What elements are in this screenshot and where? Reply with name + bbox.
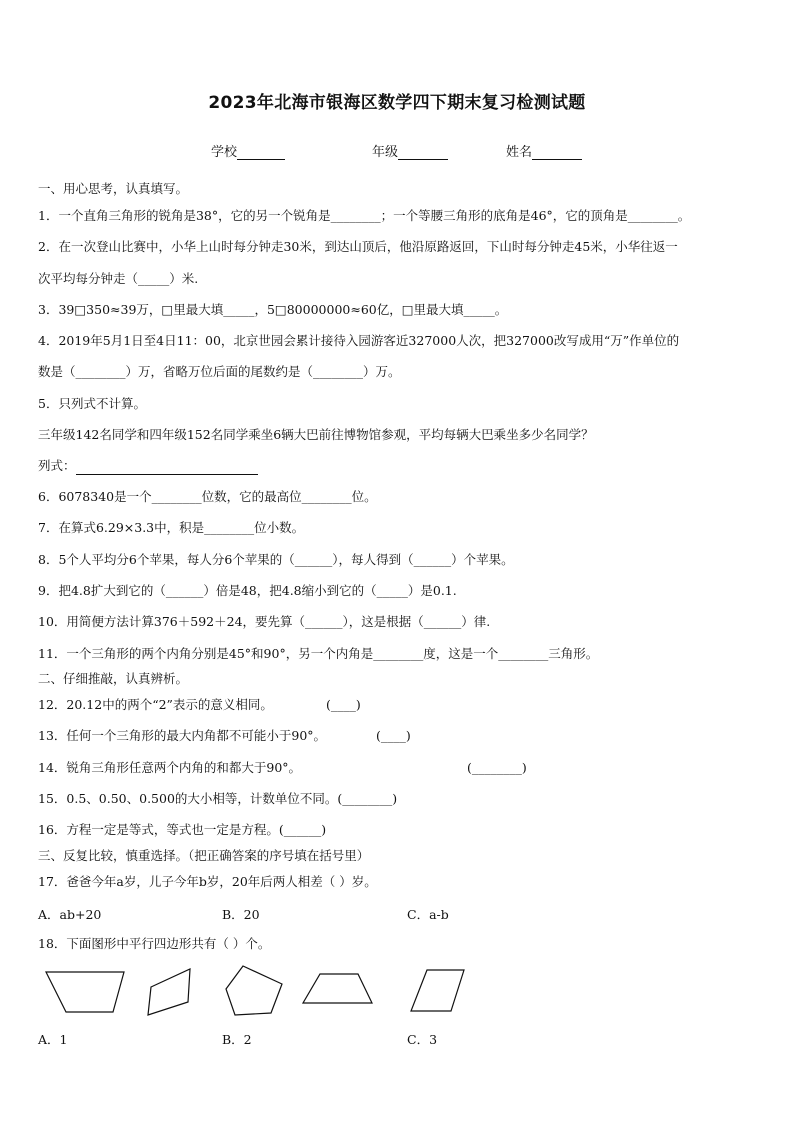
name-label: 姓名: [506, 145, 533, 160]
q18-option-c[interactable]: C．3: [407, 1032, 438, 1047]
question-11: 11．一个三角形的两个内角分别是45°和90°，另一个内角是________度，这是一个________三角形。: [38, 646, 599, 661]
name-blank[interactable]: [532, 159, 582, 160]
grade-field[interactable]: [372, 141, 448, 160]
question-13: 13．任何一个三角形的最大内角都不可能小于90°。: [38, 728, 327, 743]
formula-blank[interactable]: [76, 474, 258, 475]
question-9: 9．把4.8扩大到它的（______）倍是48，把4.8缩小到它的（_____）是0.1.: [38, 583, 457, 598]
q17-option-b[interactable]: B．20: [222, 907, 260, 922]
section-heading-3: 三、反复比较，慎重选择。（把正确答案的序号填在括号里）: [38, 848, 370, 863]
pentagon-shape: [226, 966, 282, 1015]
section-heading-2: 二、仔细推敲，认真辨析。: [38, 671, 189, 686]
question-10: 10．用简便方法计算376＋592＋24，要先算（______），这是根据（______）律.: [38, 614, 491, 629]
parallelogram-shape-2: [411, 970, 464, 1011]
question-5: 5．只列式不计算。: [38, 396, 146, 411]
question-3: 3．39□350≈39万，□里最大填_____，5□80000000≈60亿，□里最大填_____。: [38, 302, 508, 317]
q18-option-b[interactable]: B．2: [222, 1032, 252, 1047]
formula-label: 列式：: [38, 458, 76, 473]
grade-blank[interactable]: [398, 159, 448, 160]
question-4-line-1: 4．2019年5月1日至4日11：00，北京世园会累计接待入园游客近327000人次，把327000改写成用“万”作单位的: [38, 333, 680, 348]
trapezoid-shape-2: [303, 974, 372, 1003]
question-2-line-2: 次平均每分钟走（_____）米.: [38, 271, 199, 286]
question-15: 15．0.5、0.50、0.500的大小相等，计数单位不同。(________): [38, 791, 398, 806]
question-13-answer[interactable]: (____): [376, 728, 411, 743]
question-6: 6．6078340是一个________位数，它的最高位________位。: [38, 489, 377, 504]
question-12: 12．20.12中的两个“2”表示的意义相同。: [38, 697, 273, 712]
page-title: 2023年北海市银海区数学四下期末复习检测试题: [208, 93, 586, 113]
question-12-answer[interactable]: (____): [326, 697, 361, 712]
name-field[interactable]: [506, 141, 582, 160]
question-4-line-2: 数是（________）万，省略万位后面的尾数约是（________）万。: [38, 364, 401, 379]
question-18: 18．下面图形中平行四边形共有（ ）个。: [38, 936, 271, 951]
question-14: 14．锐角三角形任意两个内角的和都大于90°。: [38, 760, 302, 775]
question-2-line-1: 2．在一次登山比赛中，小华上山时每分钟走30米，到达山顶后，他沿原路返回，下山时每分钟走45米，小华往返一: [38, 239, 678, 254]
question-7: 7．在算式6.29×3.3中，积是________位小数。: [38, 520, 305, 535]
student-info-row: [0, 141, 794, 161]
question-5-formula: [38, 457, 258, 475]
school-field[interactable]: [211, 141, 285, 160]
school-blank[interactable]: [237, 159, 285, 160]
question-14-answer[interactable]: (________): [467, 760, 527, 775]
q18-option-a[interactable]: A．1: [38, 1032, 68, 1047]
school-label: 学校: [211, 145, 238, 160]
grade-label: 年级: [372, 145, 399, 160]
question-5-problem: 三年级142名同学和四年级152名同学乘坐6辆大巴前往博物馆参观，平均每辆大巴乘坐多少名同学？: [38, 427, 594, 442]
question-16: 16．方程一定是等式，等式也一定是方程。(______): [38, 822, 327, 837]
question-8: 8．5个人平均分6个苹果，每人分6个苹果的（______），每人得到（______）个苹果。: [38, 552, 514, 567]
q18-shapes: [0, 960, 794, 1020]
q17-option-c[interactable]: C．a-b: [407, 907, 449, 922]
trapezoid-shape-1: [46, 972, 124, 1012]
parallelogram-shape-1: [148, 969, 190, 1015]
question-17: 17．爸爸今年a岁，儿子今年b岁，20年后两人相差（ ）岁。: [38, 874, 377, 889]
section-heading-1: 一、用心思考，认真填写。: [38, 181, 189, 196]
q17-option-a[interactable]: A．ab+20: [38, 907, 102, 922]
question-1: 1．一个直角三角形的锐角是38°，它的另一个锐角是________；一个等腰三角形的底角是46°，它的顶角是________。: [38, 208, 691, 223]
